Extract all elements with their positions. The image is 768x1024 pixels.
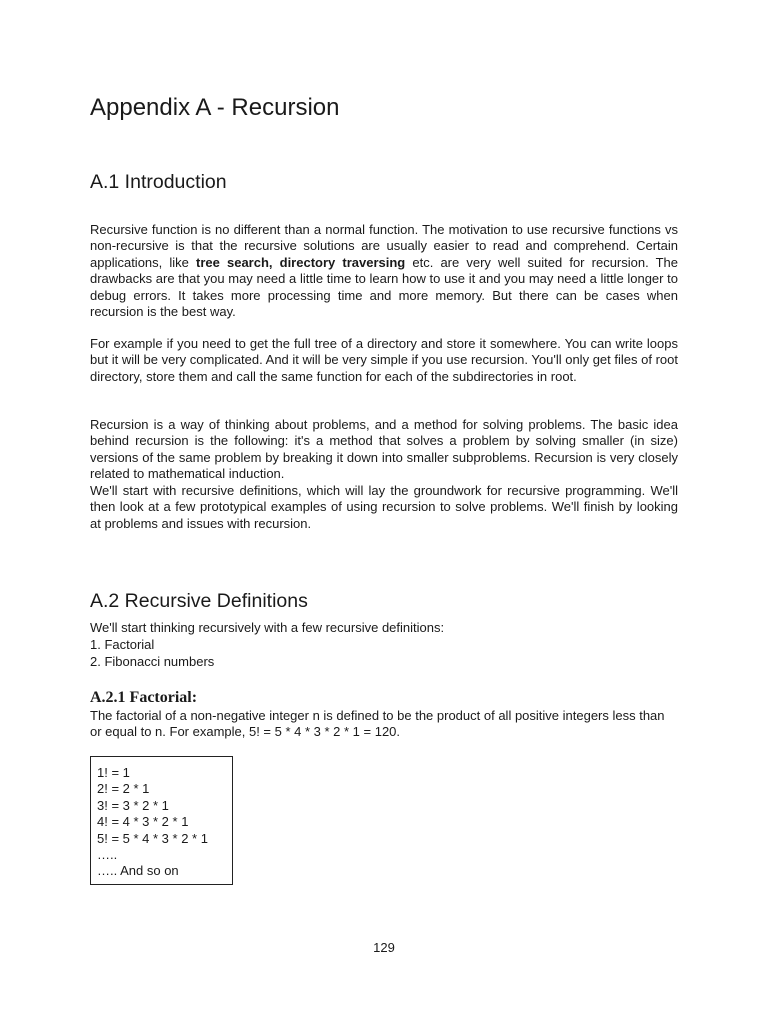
list-item: 2. Fibonacci numbers <box>90 654 215 669</box>
code-line: ….. <box>97 847 118 863</box>
factorial-example-box <box>90 756 233 885</box>
subsection-title-factorial: A.2.1 Factorial: <box>90 689 198 706</box>
code-line: 5! = 5 * 4 * 3 * 2 * 1 <box>97 830 208 846</box>
intro-paragraph-1-end: etc. are very well suited for recursion. The drawbacks are that you may need a little time to learn how to use it and you may need a little longer to debug errors. It takes more processing time and more memory. But there can be cases when recursion is the best way. <box>90 254 678 320</box>
intro-paragraph-2: For example if you need to get the full tree of a directory and store it somewhere. You can write loops but it will be very complicated. And it will be very simple if you use recursion. You'll only get files of root directory, store them and call the same function for each of the subdirectories in root. <box>90 336 678 384</box>
section-title-introduction: A.1 Introduction <box>90 171 227 193</box>
list-item: 1. Factorial <box>90 637 155 652</box>
chapter-title: Appendix A - Recursion <box>90 94 340 121</box>
intro-paragraph-4: We'll start with recursive definitions, which will lay the groundwork for recursive programming. We'll then look at a few prototypical examples of using recursion to solve problems. We'll finish by looking at problems and issues with recursion. <box>90 483 678 531</box>
code-line: 1! = 1 <box>97 765 130 780</box>
code-line: 3! = 3 * 2 * 1 <box>97 797 169 813</box>
section-title-recursive-definitions: A.2 Recursive Definitions <box>90 590 308 612</box>
intro-paragraph-1-bold: tree search, directory traversing <box>196 254 406 270</box>
factorial-definition: The factorial of a non-negative integer n is defined to be the product of all positive integers less than or equal to n. For example, 5! = 5 * 4 * 3 * 2 * 1 = 120. <box>90 708 665 740</box>
intro-paragraph-1-start: Recursive function is no different than a normal function. The motivation to use recursive functions vs non-recursive is that the recursive solutions are usually easier to read and comprehend. Certain applications, like <box>90 222 678 270</box>
code-line: 4! = 4 * 3 * 2 * 1 <box>97 814 189 830</box>
recursive-definitions-intro: We'll start thinking recursively with a few recursive definitions: <box>90 620 445 635</box>
code-line: ….. And so on <box>97 863 179 879</box>
code-line: 2! = 2 * 1 <box>97 781 150 797</box>
intro-paragraph-1 <box>90 222 678 320</box>
intro-paragraph-3: Recursion is a way of thinking about problems, and a method for solving problems. The basic idea behind recursion is the following: it's a method that solves a problem by solving smaller (in size) versions of the same problem by breaking it down into smaller subproblems. Recursion is very closely related to mathematical induction. <box>90 417 678 482</box>
page-number: 129 <box>373 940 395 955</box>
